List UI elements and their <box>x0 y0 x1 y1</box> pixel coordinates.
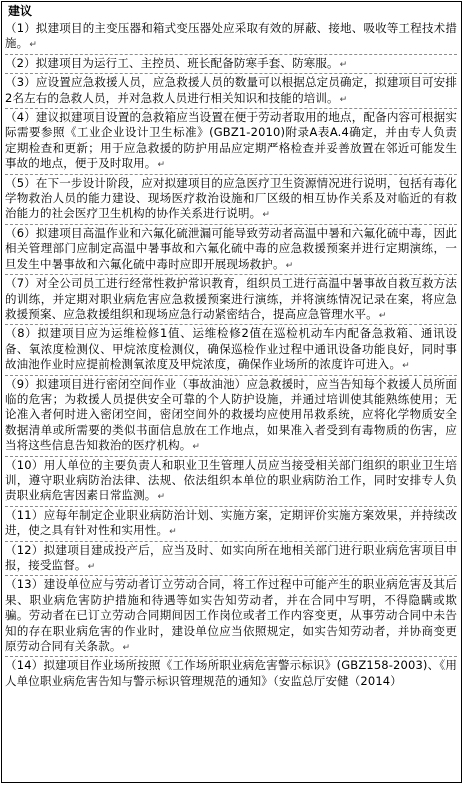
recommendation-text: （11）应每年制定企业职业病防治计划、实施方案，定期评价实施方案效果，并持续改进，使之具有针对性和实用性。 ↵ <box>5 508 457 537</box>
document-page <box>1 1 462 783</box>
recommendation-text: （6）拟建项目高温作业和六氟化硫泄漏可能导致劳动者高温中暑和六氟化硫中毒，因此相关管理部门应制定高温中暑事故和六氟化硫中毒的应急救援预案并进行定期演练，一旦发生中暑事故和六氟化硫中毒时应即开展现场救护。 ↵ <box>5 226 457 271</box>
recommendation-text: （12）拟建项目建成投产后，应当及时、如实向所在地相关部门进行职业病危害项目申报，接受监督。 ↵ <box>5 543 457 572</box>
recommendation-item <box>5 456 457 506</box>
recommendation-text: （10）用人单位的主要负责人和职业卫生管理人员应当接受相关部门组织的职业卫生培训，遵守职业病防治法律、法规、依法组织本单位的职业病防治工作，同时安排专人负责职业病危害因素日常监测。 ↵ <box>5 458 457 503</box>
recommendation-item <box>5 108 457 174</box>
recommendation-item <box>5 224 457 274</box>
recommendation-item <box>5 656 457 689</box>
recommendation-text: （7）对全公司员工进行经常性救护常识教育，组织员工进行高温中暑事故自救互救方法的训练，并定期对职业病危害应急救援预案进行演练，并将演练情况记录在案，将应急救援预案、应急救援组织和现场应急行动紧密结合，提高应急管理水平。 ↵ <box>5 276 457 321</box>
recommendation-item <box>5 575 457 656</box>
section-title: 建议 <box>8 4 33 18</box>
recommendation-text: （8）拟建项目应为运维检修1值、运维检修2值在巡检机动车内配备急救箱、通讯设备、氧浓度检测仪、甲烷浓度检测仪，确保巡检作业过程中通讯设备功能良好，同时事故油池作业时应提前检测氧浓度及甲烷浓度，确保作业场所的浓度许可进入。 ↵ <box>5 326 457 371</box>
recommendation-text: （14）拟建项目作业场所按照《工作场所职业病危害警示标识》(GBZ158-2003)、《用人单位职业病危害告知与警示标识管理规范的通知》（安监总厅安健（2014） <box>5 658 457 688</box>
recommendation-text: （9）拟建项目进行密闭空间作业（事故油池）应急救援时，应当告知每个救援人员所面临的危害；为救援人员提供安全可靠的个人防护设施，并通过培训使其能熟练使用；无论准入者何时进入密闭空间，密闭空间外的救援均应使用吊救系统，应将化学物质安全数据清单或所需要的类似书面信息放在工作地点，如果准入者受到有毒物质的伤害，应当将这些信息告知救治的医疗机构。 ↵ <box>5 377 457 453</box>
recommendation-item <box>5 506 457 541</box>
recommendation-text: （3）应设置应急救援人员，应急救援人员的数量可以根据总定员确定，拟建项目可安排2名左右的急救人员，并对急救人员进行相关知识和技能的培训。 ↵ <box>5 75 457 104</box>
recommendation-text: （2）拟建项目为运行工、主控员、班长配备防寒手套、防寒服。 ↵ <box>5 56 347 70</box>
recommendations-list <box>2 20 461 689</box>
recommendation-item <box>5 20 457 54</box>
recommendation-item <box>5 174 457 224</box>
recommendation-item <box>5 73 457 108</box>
recommendation-text: （1）拟建项目的主变压器和箱式变压器处应采取有效的屏蔽、接地、吸收等工程技术措施。 ↵ <box>5 21 457 50</box>
recommendation-item <box>5 541 457 576</box>
recommendation-text: （13）建设单位应与劳动者订立劳动合同，将工作过程中可能产生的职业病危害及其后果、职业病危害防护措施和待遇等如实告知劳动者，并在合同中写明，不得隐瞒或欺骗。劳动者在已订立劳动合同期间因工作岗位或者工作内容变更，从事劳动合同中未告知的存在职业病危害的作业时，建设单位应当依照规定，如实告知劳动者，并协商变更原劳动合同有关条款。 ↵ <box>5 577 457 653</box>
recommendation-item <box>5 54 457 73</box>
recommendation-item <box>5 274 457 324</box>
recommendation-item <box>5 375 457 456</box>
recommendation-text: （5）在下一步设计阶段，应对拟建项目的应急医疗卫生资源情况进行说明，包括有毒化学物救治人员的能力建设、现场医疗救治设施和厂区级的相互协作关系及对临近的有救治能力的社会医疗卫生机构的协作关系进行说明。 ↵ <box>5 176 457 221</box>
recommendation-text: （4）建议拟建项目设置的急救箱应当设置在便于劳动者取用的地点，配备内容可根据实际需要参照《工业企业设计卫生标准》(GBZ1-2010)附录A表A.4确定，并由专人负责定期检查和更新；用于应急救援的防护用品应定期严格检查并妥善放置在邻近可能发生事故的地点，便于及时取用。 ↵ <box>5 110 457 170</box>
recommendation-item <box>5 324 457 374</box>
